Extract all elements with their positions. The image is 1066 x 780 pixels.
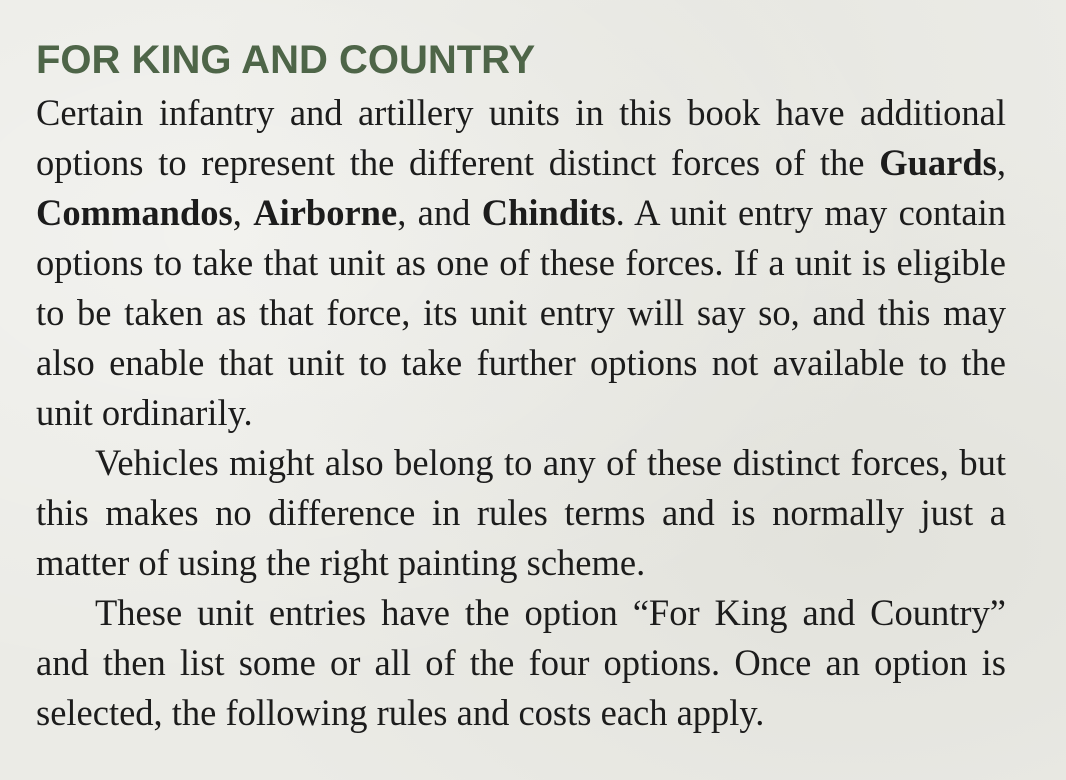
separator-1: , [996, 142, 1006, 183]
separator-3: , and [397, 192, 482, 233]
paragraph-3: These unit entries have the option “For King and Country” and then list some or all of the four options. Once an option is selected, the following rules and costs each apply. [36, 592, 1006, 733]
paragraph-1-outro: . A unit entry may contain options to take that unit as one of these forces. If a unit is eligible to be taken as that force, its unit entry will say so, and this may also enable that unit to take further options not available to the unit ordinarily. [36, 192, 1007, 433]
section-heading: FOR KING AND COUNTRY [36, 38, 536, 82]
force-airborne: Airborne [253, 192, 398, 233]
separator-2: , [232, 192, 254, 233]
force-guards: Guards [879, 142, 997, 183]
paragraph-1-intro: Certain infantry and artillery units in this book have additional options to represent the different distinct forces of the [36, 92, 1006, 183]
force-commandos: Commandos [36, 192, 233, 233]
paragraph-2: Vehicles might also belong to any of these distinct forces, but this makes no difference in rules terms and is normally just a matter of using the right painting scheme. [36, 442, 1006, 583]
force-chindits: Chindits [481, 192, 616, 233]
paragraph-1 [36, 88, 1006, 438]
page-content [36, 38, 1006, 738]
